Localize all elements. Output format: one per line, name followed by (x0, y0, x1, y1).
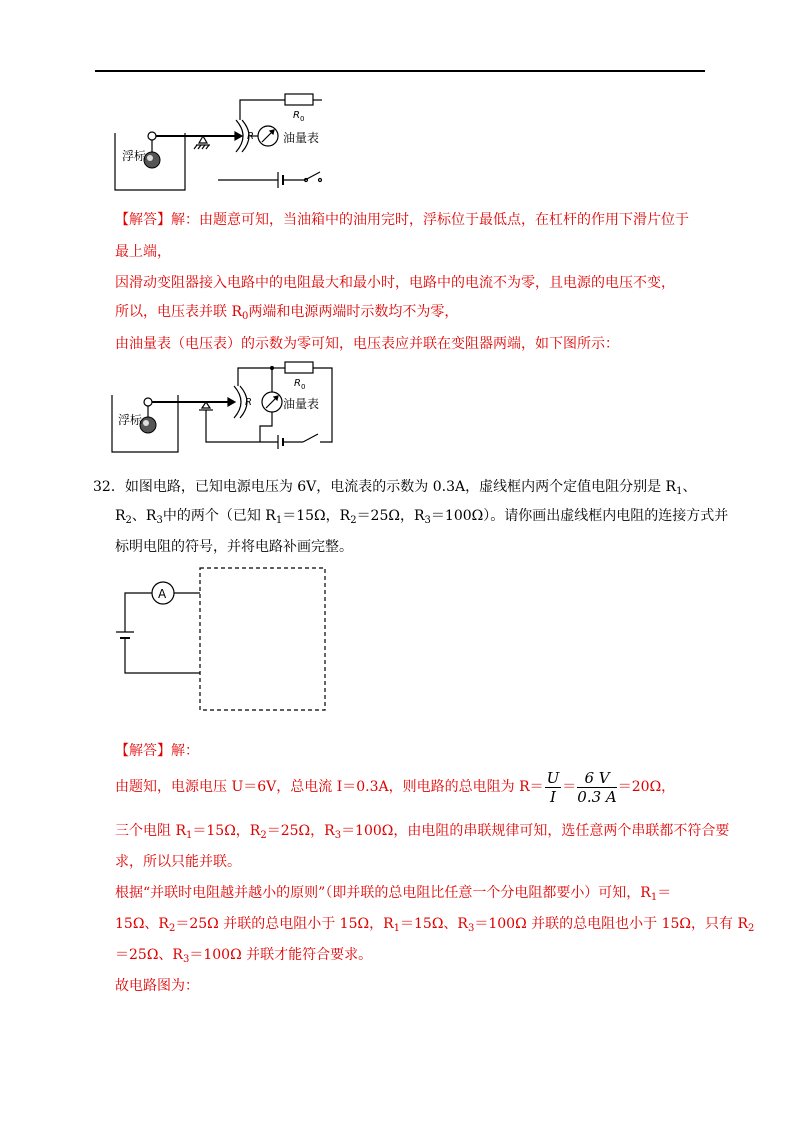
formula-eq: ＝ (562, 779, 577, 795)
r0-sub-2: 0 (301, 383, 306, 391)
answer2-para2-line1 (115, 821, 729, 841)
q32-l1-pre: 32．如图电路，已知电源电压为 6V，电流表的示数为 0.3A，虚线框内两个定值电阻分别是 R (93, 479, 677, 495)
q32-l2-e: ＝25Ω，R (356, 508, 425, 524)
answer1-line1b: 最上端， (115, 244, 171, 260)
oil-gauge-circuit-figure-1 (100, 88, 340, 198)
q32-l2-b: 、R (131, 508, 157, 524)
p4-s3: 3 (467, 923, 475, 934)
p4-c: ＝15Ω、R (400, 916, 468, 932)
q32-l1-post: 、 (682, 479, 697, 495)
float-label-2: 浮标 (118, 413, 143, 427)
answer1-line3-post: 两端和电源两端时示数均不为零， (248, 304, 459, 320)
p5-b: ＝100Ω 并联才能符合要求。 (189, 947, 373, 963)
p2-d: ＝100Ω，由电阻的串联规律可知，选任意两个串联都不符合要 (341, 823, 730, 839)
answer1-text-1a: 解：由题意可知，当油箱中的油用完时，浮标位于最低点，在杠杆的作用下滑片位于 (171, 212, 689, 228)
p4-a: 15Ω、R (115, 916, 169, 932)
r-label: R (247, 131, 254, 142)
p3-b: ＝ (657, 885, 672, 901)
q32-l2-d: ＝15Ω，R (282, 508, 351, 524)
q32-l2-c: 中的两个（已知 R (162, 508, 276, 524)
fraction-values (577, 769, 616, 806)
answer2-tag-line (115, 741, 199, 761)
answer2-para4: 故电路图为： (115, 978, 199, 994)
p3-a: 根据“并联时电阻越并越小的原则”（即并联的总电阻比任意一个分电阻都要小）可知，R (115, 885, 651, 901)
answer1-line1 (115, 210, 689, 230)
ammeter-label: A (158, 587, 167, 601)
formula-pre: 由题知，电源电压 U＝6V，总电流 I＝0.3A，则电路的总电阻为 R＝ (115, 779, 544, 795)
answer1-line4: 由油量表（电压表）的示数为零可知，电压表应并联在变阻器两端，如下图所示： (115, 336, 619, 352)
p4-s2b: 2 (748, 923, 755, 934)
p4-d: ＝100Ω 并联的总电阻也小于 15Ω，只有 R (474, 916, 749, 932)
answer2-para2-line2: 求，所以只能并联。 (115, 854, 241, 870)
p3-s1: 1 (650, 892, 658, 903)
answer-tag: 【解答】 (115, 212, 171, 228)
header-rule (95, 70, 705, 72)
fraction-u-over-i (545, 769, 562, 806)
p5-s3: 3 (182, 954, 190, 965)
p4-s2: 2 (168, 923, 176, 934)
frac1-den: I (549, 787, 556, 806)
p2-s2: 2 (260, 830, 267, 841)
formula-post: ＝20Ω， (617, 779, 676, 795)
answer2-tag: 【解答】 (115, 743, 171, 759)
answer2-para3-line3 (115, 945, 372, 965)
p2-b: ＝15Ω，R (192, 823, 261, 839)
r0-sub: 0 (300, 115, 305, 123)
q32-l2-s2b: 2 (350, 515, 357, 526)
q32-l2-s3b: 3 (424, 515, 431, 526)
q32-l2-s2: 2 (125, 515, 132, 526)
q32-line1 (93, 477, 696, 497)
float-label: 浮标 (122, 149, 147, 163)
answer2-para3-line2 (115, 914, 754, 934)
q32-l2-f: ＝100Ω）。请你画出虚线框内电阻的连接方式并 (430, 508, 729, 524)
answer1-line3 (115, 302, 458, 322)
frac2-num: 6 V (577, 769, 616, 788)
answer1-line3-sub: 0 (242, 311, 249, 322)
q32-l2-a: R (115, 508, 126, 524)
frac1-num: U (546, 768, 560, 787)
r0-label: R (293, 110, 300, 121)
p2-s3: 3 (334, 830, 342, 841)
oil-gauge-label-2: 油量表 (283, 397, 320, 411)
answer1-line2: 因滑动变阻器接入电路中的电阻最大和最小时，电路中的电流不为零，且电源的电压不变， (115, 275, 675, 291)
q32-line2 (115, 506, 728, 526)
p2-a: 三个电阻 R (115, 823, 186, 839)
r0-label-2: R (294, 378, 301, 389)
oil-gauge-circuit-figure-2 (100, 360, 340, 455)
answer1-line3-pre: 所以，电压表并联 R (115, 304, 242, 320)
q32-l2-s3: 3 (156, 515, 163, 526)
q32-l2-s1b: 1 (275, 515, 283, 526)
answer2-formula-line (115, 768, 675, 806)
answer2-tag-after: 解： (171, 743, 199, 759)
p2-s1: 1 (186, 830, 193, 841)
q32-l1-sub: 1 (676, 486, 683, 497)
r-label-2: R (245, 397, 252, 408)
q32-line3: 标明电阻的符号，并将电路补画完整。 (115, 539, 353, 555)
oil-gauge-label: 油量表 (283, 131, 320, 145)
frac2-den: 0.3 A (577, 787, 617, 806)
p4-b: ＝25Ω 并联的总电阻小于 15Ω，R (175, 916, 394, 932)
p5-a: ＝25Ω、R (115, 947, 183, 963)
p2-c: ＝25Ω，R (266, 823, 335, 839)
dashed-box-circuit-figure (110, 560, 340, 715)
p4-s1: 1 (393, 923, 401, 934)
answer2-para3-line1 (115, 883, 671, 903)
